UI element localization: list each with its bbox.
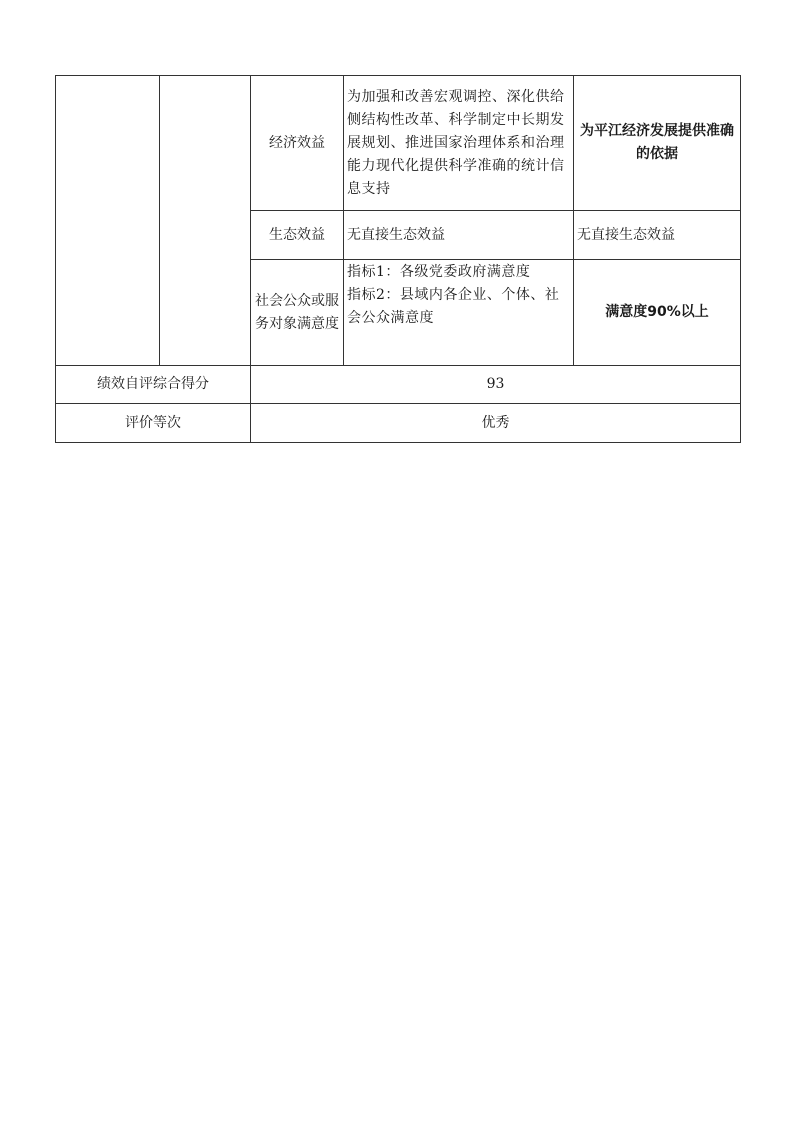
score-value: 93 [251,366,741,404]
indicator-ecological: 生态效益 [251,211,344,260]
result-satisfaction: 满意度90%以上 [574,260,741,366]
result-ecological: 无直接生态效益 [574,211,741,260]
description-ecological: 无直接生态效益 [344,211,574,260]
indicator-satisfaction: 社会公众或服务对象满意度 [251,260,344,366]
description-economic: 为加强和改善宏观调控、深化供给侧结构性改革、科学制定中长期发展规划、推进国家治理体系和治理能力现代化提供科学准确的统计信息支持 [344,76,574,211]
grade-label: 评价等次 [56,404,251,443]
table-row-economic [56,76,741,211]
table-row-grade [56,404,741,443]
blank-subcategory-cell [160,76,251,366]
performance-evaluation-table [55,75,741,443]
description-satisfaction [344,260,574,366]
satisfaction-line-2: 指标2：县域内各企业、个体、社会公众满意度 [347,287,560,326]
grade-value: 优秀 [251,404,741,443]
satisfaction-line-1: 指标1：各级党委政府满意度 [347,264,531,280]
score-label: 绩效自评综合得分 [56,366,251,404]
indicator-economic: 经济效益 [251,76,344,211]
table-row-score [56,366,741,404]
result-economic: 为平江经济发展提供准确的依据 [574,76,741,211]
blank-category-cell [56,76,160,366]
